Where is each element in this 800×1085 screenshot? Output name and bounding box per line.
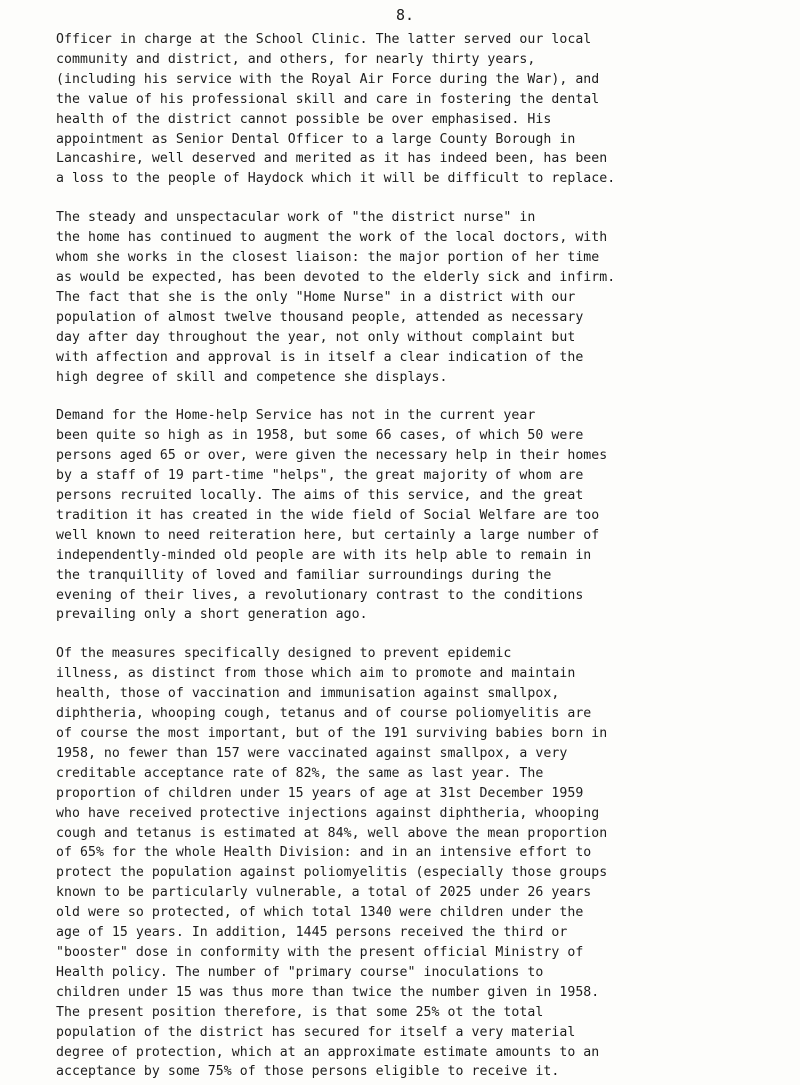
paragraph-dental-officer: Officer in charge at the School Clinic. The latter served our local community and district, and others, for nearly thirty years, (including his service with the Royal Air Force during the War), and the value of his professional skill and care in fostering the dental health of the district cannot possible be over emphasised. His appointment as Senior Dental Officer to a large County Borough in Lancashire, well deserved and merited as it has indeed been, has been a loss to the people of Haydock which it will be difficult to replace. <box>56 32 616 187</box>
paragraph-vaccination: Of the measures specifically designed to prevent epidemic illness, as distinct from those which aim to promote and maintain health, those of vaccination and immunisation against smallpox, diphtheria, whooping cough, tetanus and of course poliomyelitis are of course the most important, but of the 191 surviving babies born in 1958, no fewer than 157 were vaccinated against smallpox, a very creditable acceptance rate of 82%, the same as last year. The proportion of children under 15 years of age at 31st December 1959 who have received protective injections against diphtheria, whooping cough and tetanus is estimated at 84%, well above the mean proportion of 65% for the whole Health Division: and in an intensive effort to protect the population against poliomyelitis (especially those groups known to be particularly vulnerable, a total of 2025 under 26 years old were so protected, of which total 1340 were children under the age of 15 years. In addition, 1445 persons received the third or "booster" dose in conformity with the present official Ministry of Health policy. The number of "primary course" inoculations to children under 15 was thus more than twice the number given in 1958. The present position therefore, is that some 25% ot the total population of the district has secured for itself a very material degree of protection, which at an approximate estimate amounts to an acceptance by some 75% of those persons eligible to receive it. <box>56 646 608 1080</box>
page-number: 8. <box>396 6 415 24</box>
body-text <box>56 30 768 1082</box>
paragraph-district-nurse: The steady and unspectacular work of "the district nurse" in the home has continued to augment the work of the local doctors, with whom she works in the closest liaison: the major portion of her time as would be expected, has been devoted to the elderly sick and infirm. The fact that she is the only "Home Nurse" in a district with our population of almost twelve thousand people, attended as necessary day after day throughout the year, not only without complaint but with affection and approval is in itself a clear indication of the high degree of skill and competence she displays. <box>56 210 616 385</box>
paragraph-home-help-service: Demand for the Home-help Service has not in the current year been quite so high as in 1958, but some 66 cases, of which 50 were persons aged 65 or over, were given the necessary help in their homes by a staff of 19 part-time "helps", the great majority of whom are persons recruited locally. The aims of this service, and the great tradition it has created in the wide field of Social Welfare are too well known to need reiteration here, but certainly a large number of independently-minded old people are with its help able to remain in the tranquillity of loved and familiar surroundings during the evening of their lives, a revolutionary contrast to the conditions prevailing only a short generation ago. <box>56 408 608 623</box>
